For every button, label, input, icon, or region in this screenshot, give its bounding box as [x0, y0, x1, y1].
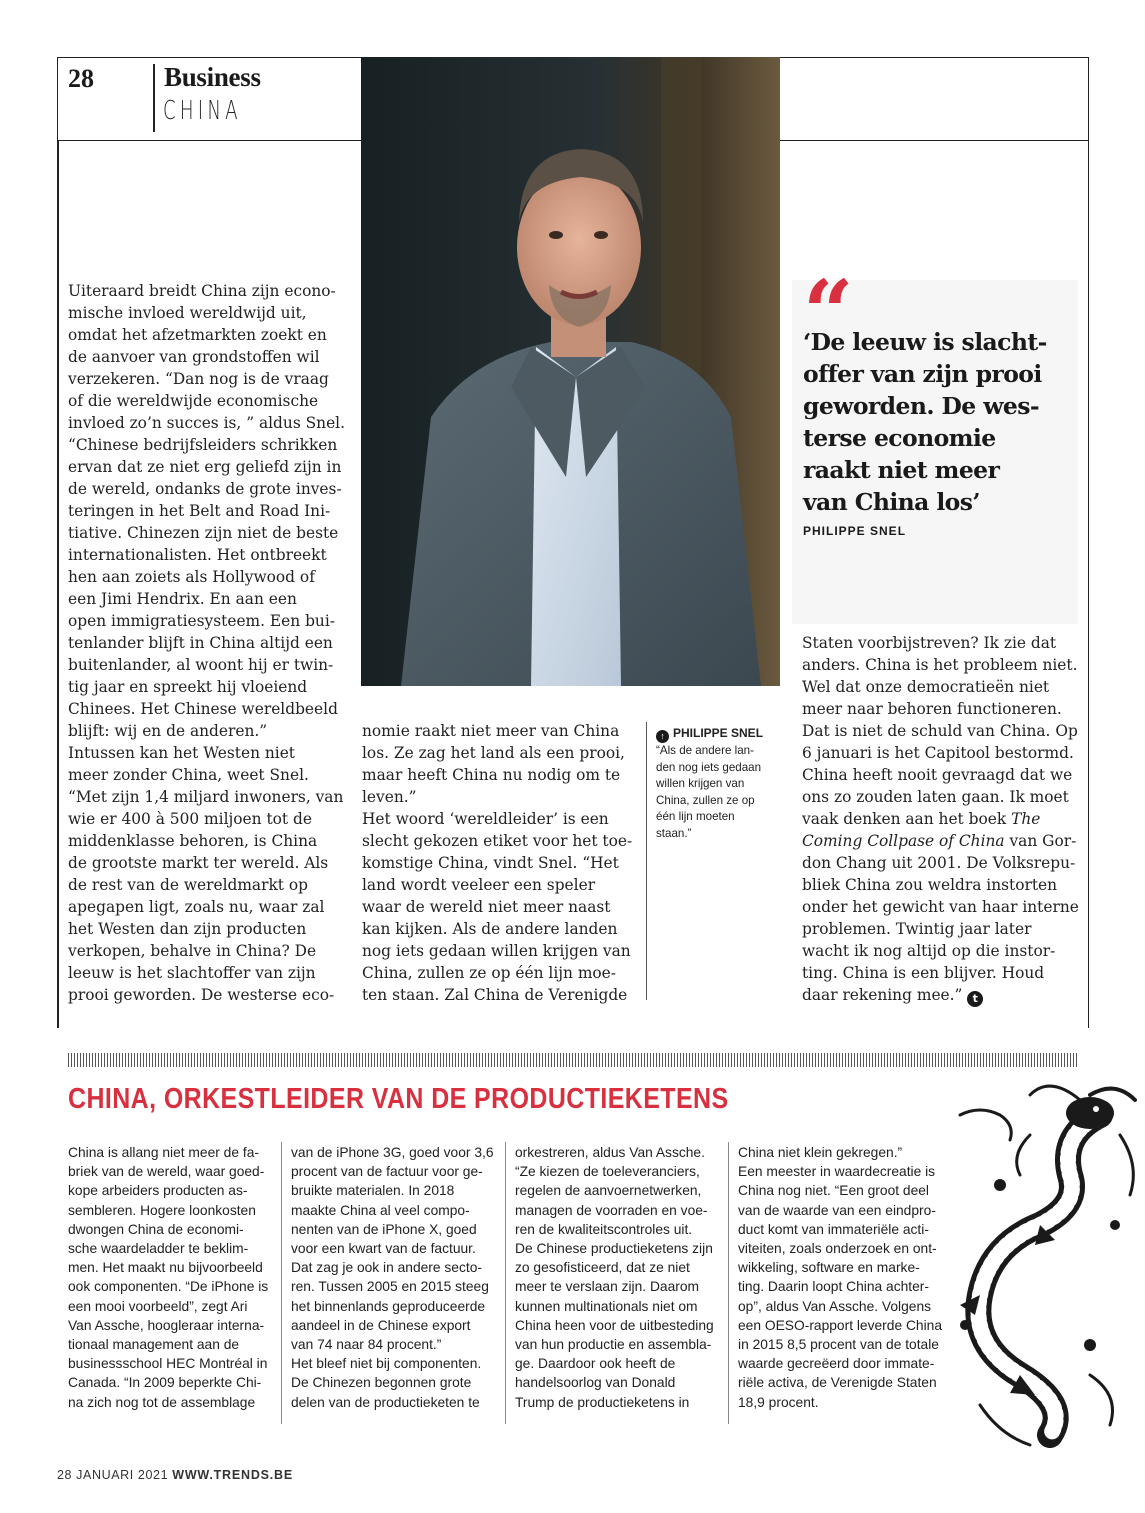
photo-caption	[656, 725, 763, 842]
section-title: Business	[164, 62, 261, 92]
frame-rule-right	[1088, 141, 1090, 1028]
quote-mark-icon: “	[803, 260, 854, 364]
article-column-2: nomie raakt niet meer van China los. Ze zag het land als een prooi, maar heeft China nu nodig om te leven.” Het woord ‘wereldleider’ is een slecht gekozen etiket voor het toe- komstige China, vindt Snel. “Het land wordt veeleer een speler waar de wereld niet meer naast kan kijken. Als de andere landen nog iets gedaan willen krijgen van China, zullen ze op één lijn moe- ten staan. Zal China de Verenigde	[362, 722, 633, 1004]
box-column-2: van de iPhone 3G, goed voor 3,6 procent van de factuur voor ge- bruikte materialen. In 2018 maakte China al veel compo- nenten van de iPhone X, goed voor een kwart van de factuur. Dat zag je ook in andere secto- ren. Tussen 2005 en 2015 steeg het binnenlands geproduceerde aandeel in de Chinese export van 74 naar 84 procent.” Het bleef niet bij componenten. De Chinezen begonnen grote delen van de productieketen te	[291, 1145, 494, 1410]
book-title-part-1: The	[1011, 810, 1041, 828]
trends-end-mark-icon: t	[967, 991, 983, 1007]
header-divider	[153, 64, 155, 132]
pull-quote-text: ‘De leeuw is slacht- offer van zijn prooi geworden. De wes- terse economie raakt niet meer van China los’	[803, 328, 1047, 516]
col3-text-b: van Gor- don Chang uit 2001. De Volksrepu- bliek China zou weldra instorten onder het gewicht van haar interne problemen. Twintig jaar later wacht ik nog altijd op die instor- ting. China is een blijver. Houd daar rekening mee.”	[802, 832, 1079, 1004]
subsection-title: CHINA	[163, 96, 242, 126]
caption-name: PHILIPPE SNEL	[673, 726, 764, 740]
portrait-photo	[361, 57, 780, 686]
caption-text: “Als de andere lan- den nog iets gedaan willen krijgen van China, zullen ze op één lijn moeten staan.”	[656, 744, 762, 840]
footer-date: 28 JANUARI 2021	[57, 1468, 169, 1482]
box-column-divider	[505, 1142, 506, 1424]
box-column-4: China niet klein gekregen.” Een meester in waardecreatie is China nog niet. “Een groot deel van de waarde van een eindpro- duct komt van immateriële acti- viteiten, zoals onderzoek en ont- wikkeling, software en marke- ting. Daarin loopt China achter- op”, aldus Van Assche. Volgens een OESO-rapport leverde China in 2015 8,5 procent van de totale waarde gecreëerd door immate- riële activa, de Verenigde Staten 18,9 procent.	[738, 1145, 942, 1410]
page-footer	[57, 1468, 293, 1482]
pull-quote-author: PHILIPPE SNEL	[803, 524, 907, 538]
box-column-1: China is allang niet meer de fa- briek van de wereld, waar goed- kope arbeiders producten as- sembleren. Hogere loonkosten dwongen China de economi- sche waardeladder te beklim- men. Het maakt nu bijvoorbeeld ook componenten. “De iPhone is een mooi voorbeeld”, zegt Ari Van Assche, hoogleraar interna- tionaal management aan de businessschool HEC Montréal in Canada. “In 2009 beperkte Chi- na zich nog tot de assemblage	[68, 1145, 269, 1410]
footer-site: WWW.TRENDS.BE	[172, 1468, 294, 1482]
article-column-1: Uiteraard breidt China zijn econo- mische invloed wereldwijd uit, omdat het afzetmarkten zoekt en de aanvoer van grondstoffen wil verzekeren. “Dan nog is de vraag of die wereldwijde economische invloed zo’n succes is, ” aldus Snel. “Chinese bedrijfsleiders schrikken ervan dat ze niet erg geliefd zijn in de wereld, ondanks de grote inves- teringen in het Belt and Road Ini- tiative. Chinezen zijn niet de beste internationalisten. Het ontbreekt hen aan zoiets als Hollywood of een Jimi Hendrix. En aan een open immigratiesysteem. Een bui- tenlander blijft in China altijd een buitenlander, al woont hij er twin- tig jaar en spreekt hij vloeiend Chinees. Het Chinese wereldbeeld blijft: wij en de anderen.” Intussen kan het Westen niet meer zonder China, weet Snel. “Met zijn 1,4 miljard inwoners, van wie er 400 à 500 miljoen tot de middenklasse behoren, is China de grootste markt ter wereld. Als de rest van de wereldmarkt op apegapen ligt, zoals nu, waar zal het Westen dan zijn producten verkopen, behalve in China? De leeuw is het slachtoffer van zijn prooi geworden. De westerse eco-	[68, 282, 345, 1004]
col3-text-a: Staten voorbijstreven? Ik zie dat anders. China is het probleem niet. Wel dat onze democratieën niet meer naar behoren functioneren. Dat is niet de schuld van China. Op 6 januari is het Capitool bestormd. China heeft nooit gevraagd dat we ons zo zouden laten gaan. Ik moet vaak denken aan het boek	[802, 634, 1078, 828]
box-column-3: orkestreren, aldus Van Assche. “Ze kiezen de toeleveranciers, regelen de aanvoernetwerken, managen de voorraden en voe- ren de kwaliteitscontroles uit. De Chinese productieketens zijn zo gesofisticeerd, dat ze niet meer te verslaan zijn. Daarom kunnen multinationals niet om China heen voor de uitbesteding van hun productie en assembla- ge. Daardoor ook heeft de handelsoorlog van Donald Trump de productieketens in	[515, 1145, 714, 1410]
book-title-part-2: Coming Collpase of China	[802, 832, 1005, 850]
article-column-3	[802, 632, 1079, 1007]
arrow-up-icon: ↑	[656, 730, 669, 743]
box-column-divider	[281, 1142, 282, 1424]
frame-rule-left	[57, 141, 59, 1028]
dragon-illustration	[940, 1075, 1145, 1455]
box-column-divider	[728, 1142, 729, 1424]
box-title: CHINA, ORKESTLEIDER VAN DE PRODUCTIEKETENS	[68, 1083, 729, 1115]
caption-rule	[646, 722, 647, 1000]
page-number: 28	[68, 64, 94, 93]
hatch-separator	[68, 1053, 1078, 1067]
